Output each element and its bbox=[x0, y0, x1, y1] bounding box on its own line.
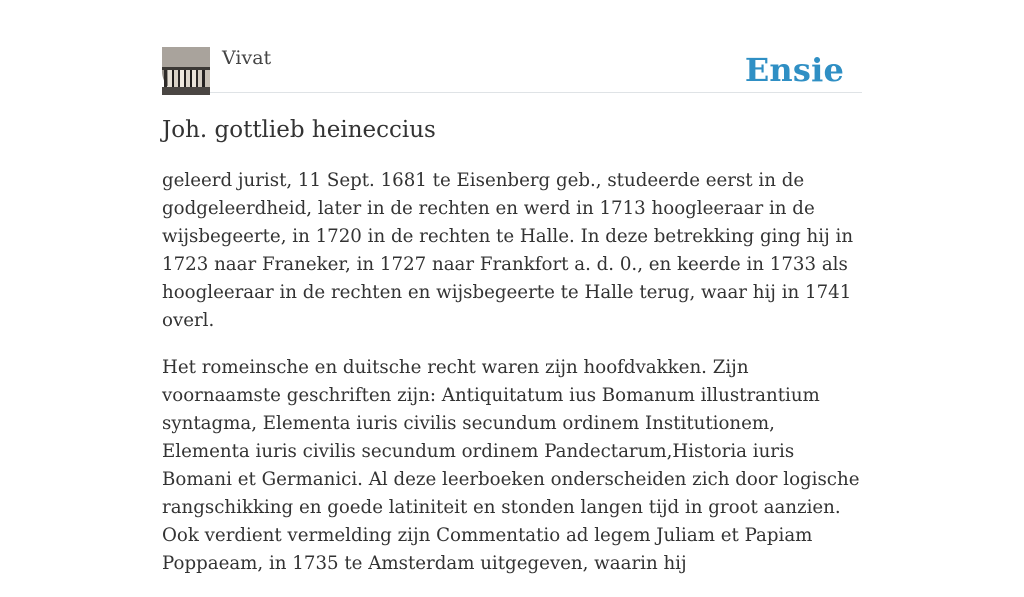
article-page bbox=[162, 0, 862, 574]
bookshelf-avatar-icon bbox=[162, 47, 210, 95]
article-paragraph: geleerd jurist, 11 Sept. 1681 te Eisenberg geb., studeerde eerst in de godgeleerdheid, later in de rechten en werd in 1713 hoogleeraar in de wijsbegeerte, in 1720 in de rechten te Halle. In deze betrekking ging hij in 1723 naar Franeker, in 1727 naar Frankfort a. d. 0., en keerde in 1733 als hoogleeraar in de rechten en wijsbegeerte te Halle terug, waar hij in 1741 overl. bbox=[162, 170, 854, 331]
avatar[interactable] bbox=[162, 47, 210, 95]
brand-logo[interactable]: Ensie bbox=[744, 51, 844, 89]
article-header bbox=[162, 46, 862, 93]
author-name[interactable]: Vivat bbox=[222, 47, 272, 69]
article-title: Joh. gottlieb heineccius bbox=[162, 117, 436, 143]
article-paragraph: Het romeinsche en duitsche recht waren zijn hoofdvakken. Zijn voornaamste geschriften zijn: Antiquitatum ius Bomanum illustrantium syntagma, Elementa iuris civilis secundum ordinem Institutionem, Elementa iuris civilis secundum ordinem Pandectarum,Historia iuris Bomani et Germanici. Al deze leerboeken onderscheiden zich door logische rangschikking en goede latiniteit en stonden langen tijd in groot aanzien. Ook verdient vermelding zijn Commentatio ad legem Juliam et Papiam Poppaeam, in 1735 te Amsterdam uitgegeven, waarin hij bbox=[162, 357, 860, 574]
article-body bbox=[162, 167, 862, 597]
